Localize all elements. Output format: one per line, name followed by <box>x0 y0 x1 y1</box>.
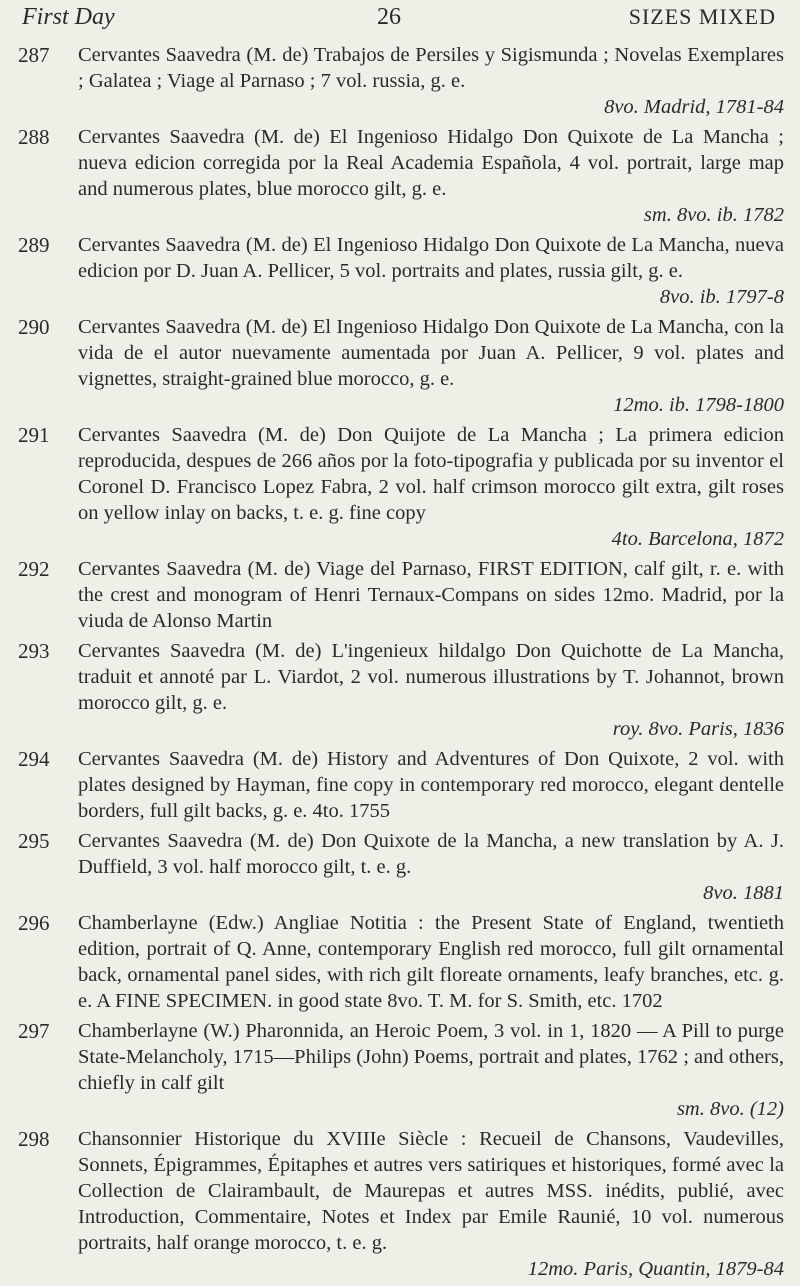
lot-description-block <box>78 556 784 634</box>
lot-number: 288 <box>18 125 50 149</box>
lot-format-imprint: 12mo. ib. 1798-1800 <box>613 394 784 416</box>
lot-number: 297 <box>18 1019 50 1043</box>
lot-entry <box>18 314 784 418</box>
lot-format-imprint: 8vo. 1881 <box>703 882 784 904</box>
lot-description-block <box>78 1018 784 1122</box>
lot-number: 296 <box>18 911 50 935</box>
lot-description: Cervantes Saavedra (M. de) Trabajos de Persiles y Sigismunda ; Novelas Exemplares ; Galatea ; Viage al Parnaso ; 7 vol. russia, g. e. <box>78 44 784 92</box>
lot-format-imprint: 4to. Barcelona, 1872 <box>611 528 784 550</box>
lot-format-imprint: roy. 8vo. Paris, 1836 <box>612 718 784 740</box>
lot-description-block <box>78 1126 784 1282</box>
lot-description-block <box>78 910 784 1014</box>
lot-number: 295 <box>18 829 50 853</box>
lot-entry <box>18 828 784 906</box>
lot-description: Chamberlayne (W.) Pharonnida, an Heroic Poem, 3 vol. in 1, 1820 — A Pill to purge State-Melancholy, 1715—Philips (John) Poems, portrait and plates, 1762 ; and others, chiefly in calf gilt <box>78 1020 784 1094</box>
lot-number: 294 <box>18 747 50 771</box>
lot-description: Cervantes Saavedra (M. de) El Ingenioso Hidalgo Don Quixote de La Mancha, nueva edicion por D. Juan A. Pellicer, 5 vol. portraits and plates, russia gilt, g. e. <box>78 234 784 282</box>
lot-number: 292 <box>18 557 50 581</box>
lot-description-block <box>78 828 784 906</box>
lot-number: 287 <box>18 43 50 67</box>
lot-entry <box>18 910 784 1014</box>
lot-entry <box>18 556 784 634</box>
lot-entry <box>18 232 784 310</box>
page-number: 26 <box>377 4 401 30</box>
lot-description: Cervantes Saavedra (M. de) El Ingenioso Hidalgo Don Quixote de La Mancha, con la vida de el autor nuevamente aumentada por Juan A. Pellicer, 9 vol. plates and vignettes, straight-grained blue morocco, g. e. <box>78 316 784 390</box>
lot-entry <box>18 124 784 228</box>
lot-number: 289 <box>18 233 50 257</box>
lot-description: Chamberlayne (Edw.) Angliae Notitia : the Present State of England, twentieth edition, portrait of Q. Anne, contemporary English red morocco, full gilt ornamental back, ornamental panel sides, with rich gilt floreate ornaments, leafy branches, etc. g. e. A FINE SPECIMEN. in good state 8vo. T. M. for S. Smith, etc. 1702 <box>78 912 784 1012</box>
lot-number: 290 <box>18 315 50 339</box>
header-section: First Day <box>22 4 115 30</box>
lot-description: Cervantes Saavedra (M. de) Don Quixote de la Mancha, a new translation by A. J. Duffield, 3 vol. half morocco gilt, t. e. g. <box>78 830 784 878</box>
lot-entry <box>18 422 784 552</box>
lot-number: 293 <box>18 639 50 663</box>
lot-description: Cervantes Saavedra (M. de) L'ingenieux hildalgo Don Quichotte de La Mancha, traduit et annoté par L. Viardot, 2 vol. numerous illustrations by T. Johannot, brown morocco gilt, g. e. <box>78 640 784 714</box>
lot-description: Cervantes Saavedra (M. de) History and Adventures of Don Quixote, 2 vol. with plates designed by Hayman, fine copy in contemporary red morocco, elegant dentelle borders, full gilt backs, g. e. 4to. 1755 <box>78 748 784 822</box>
lot-format-imprint: sm. 8vo. ib. 1782 <box>643 204 784 226</box>
lot-number: 291 <box>18 423 50 447</box>
lot-description-block <box>78 638 784 742</box>
lot-description-block <box>78 42 784 120</box>
lot-description-block <box>78 314 784 418</box>
lot-format-imprint: 8vo. Madrid, 1781-84 <box>604 96 784 118</box>
lot-format-imprint: sm. 8vo. (12) <box>676 1098 784 1120</box>
lot-format-imprint: 8vo. ib. 1797-8 <box>659 286 784 308</box>
lot-description-block <box>78 422 784 552</box>
lot-description-block <box>78 124 784 228</box>
lot-description: Cervantes Saavedra (M. de) El Ingenioso Hidalgo Don Quixote de La Mancha ; nueva edicion corregida por la Real Academia Española, 4 vol. portrait, large map and numerous plates, blue morocco gilt, g. e. <box>78 126 784 200</box>
lot-format-imprint: 12mo. Paris, Quantin, 1879-84 <box>527 1258 784 1280</box>
lot-description-block <box>78 232 784 310</box>
lot-description: Cervantes Saavedra (M. de) Viage del Parnaso, FIRST EDITION, calf gilt, r. e. with the crest and monogram of Henri Ternaux-Compans on sides 12mo. Madrid, por la viuda de Alonso Martin <box>78 558 784 632</box>
lot-entry <box>18 746 784 824</box>
lot-list <box>18 42 784 1286</box>
page-header <box>22 4 776 34</box>
lot-entry <box>18 1018 784 1122</box>
header-category: SIZES MIXED <box>628 4 776 29</box>
lot-number: 298 <box>18 1127 50 1151</box>
lot-description: Cervantes Saavedra (M. de) Don Quijote de La Mancha ; La primera edicion reproducida, despues de 266 años por la foto-tipografia y publicada por su inventor el Coronel D. Francisco Lopez Fabra, 2 vol. half crimson morocco gilt extra, gilt roses on yellow inlay on backs, t. e. g. fine copy <box>78 424 784 524</box>
lot-entry <box>18 42 784 120</box>
lot-entry <box>18 638 784 742</box>
lot-description-block <box>78 746 784 824</box>
lot-entry <box>18 1126 784 1282</box>
lot-description: Chansonnier Historique du XVIIIe Siècle : Recueil de Chansons, Vaudevilles, Sonnets, Épigrammes, Épitaphes et autres vers satiriques et historiques, formé avec la Collection de Clairambault, de Maurepas et autres MSS. inédits, publié, avec Introduction, Commentaire, Notes et Index par Emile Raunié, 10 vol. numerous portraits, half orange morocco, t. e. g. <box>78 1128 784 1254</box>
